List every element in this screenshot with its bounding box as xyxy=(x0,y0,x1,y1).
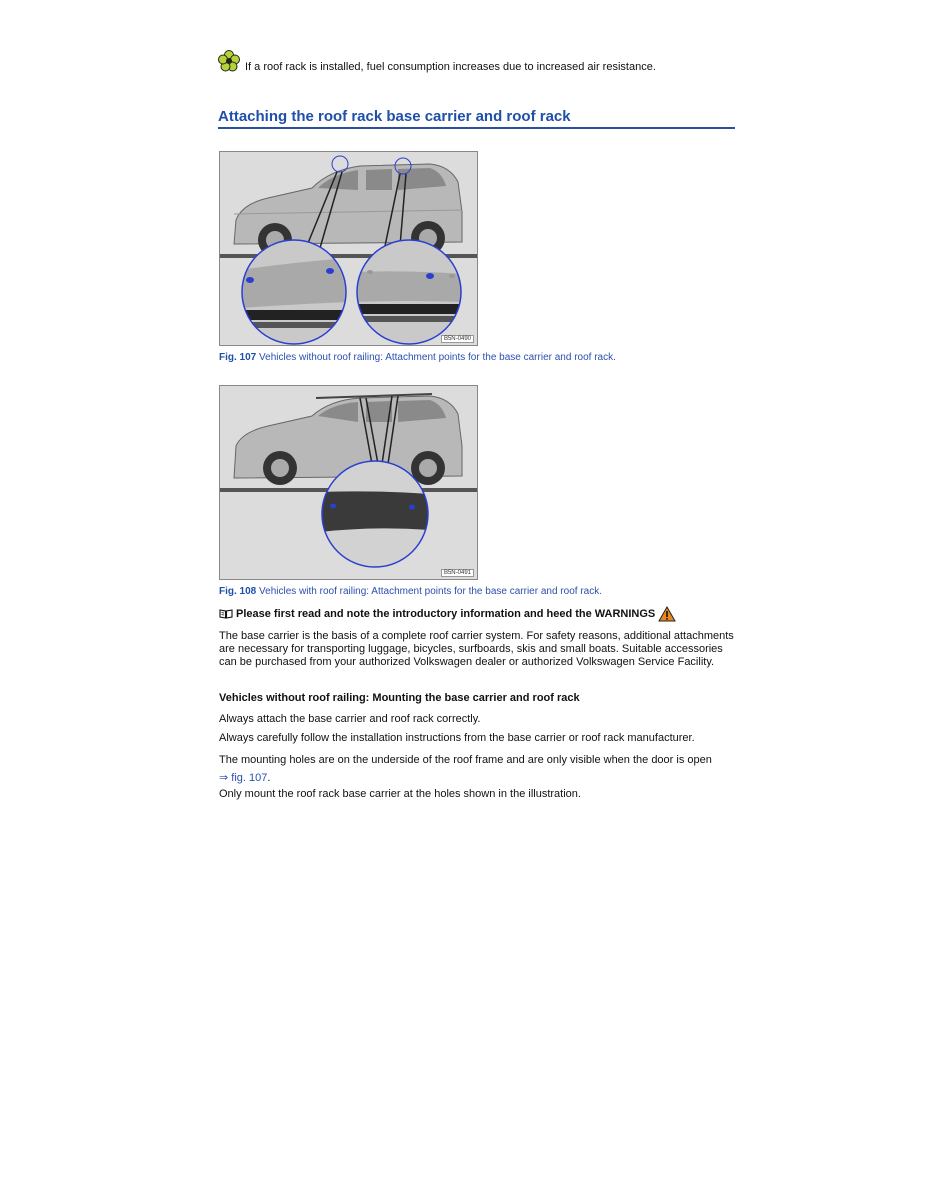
figure-caption-text: Vehicles without roof railing: Attachment points for the base carrier and roof rack. xyxy=(256,352,616,363)
figure-label: Fig. 107 xyxy=(219,352,257,363)
figure-code: B5N-0491 xyxy=(441,569,474,577)
paragraph: Always carefully follow the installation instructions from the base carrier or roof rack manufacturer. xyxy=(219,732,695,744)
book-icon xyxy=(219,609,233,619)
suv-with-railing-drawing xyxy=(220,386,477,579)
figure-label: Fig. 108 xyxy=(219,586,257,597)
paragraph: Always attach the base carrier and roof rack correctly. xyxy=(219,713,481,725)
figure-code: B5N-0490 xyxy=(441,335,474,343)
figure-107-illustration xyxy=(219,151,478,346)
section-title: Attaching the roof rack base carrier and roof rack xyxy=(218,108,735,129)
figure-107-link[interactable]: ⇒ fig. 107 xyxy=(219,772,268,784)
paragraph-end: . xyxy=(267,772,271,784)
intro-paragraph: The base carrier is the basis of a complete roof carrier system. For safety reasons, additional attachments are necessary for transporting luggage, bicycles, surfboards, skis and small boats. Suitable accessories can be purchased from your authorized Volkswagen dealer or authorized Volkswagen Service Facility. xyxy=(219,630,734,668)
figure-caption-text: Vehicles with roof railing: Attachment points for the base carrier and roof rack. xyxy=(256,586,602,597)
environment-note-text: If a roof rack is installed, fuel consumption increases due to increased air resistance. xyxy=(245,61,656,73)
warning-triangle-icon xyxy=(658,606,676,622)
figure-107-caption xyxy=(219,351,616,364)
warning-reference-line xyxy=(219,606,676,622)
paragraph: Only mount the roof rack base carrier at the holes shown in the illustration. xyxy=(219,788,581,800)
figure-108-illustration xyxy=(219,385,478,580)
environment-note xyxy=(218,50,738,74)
warning-reference-text: Please first read and note the introductory information and heed the WARNINGS xyxy=(236,608,656,620)
paragraph-mounting-holes xyxy=(219,751,734,787)
subsection-heading: Vehicles without roof railing: Mounting the base carrier and roof rack xyxy=(219,692,580,704)
suv-without-railing-drawing xyxy=(220,152,477,345)
paragraph-text: The mounting holes are on the underside of the roof frame and are only visible when the door is open xyxy=(219,754,712,766)
flower-environment-icon xyxy=(218,50,240,72)
figure-108-caption xyxy=(219,585,602,598)
